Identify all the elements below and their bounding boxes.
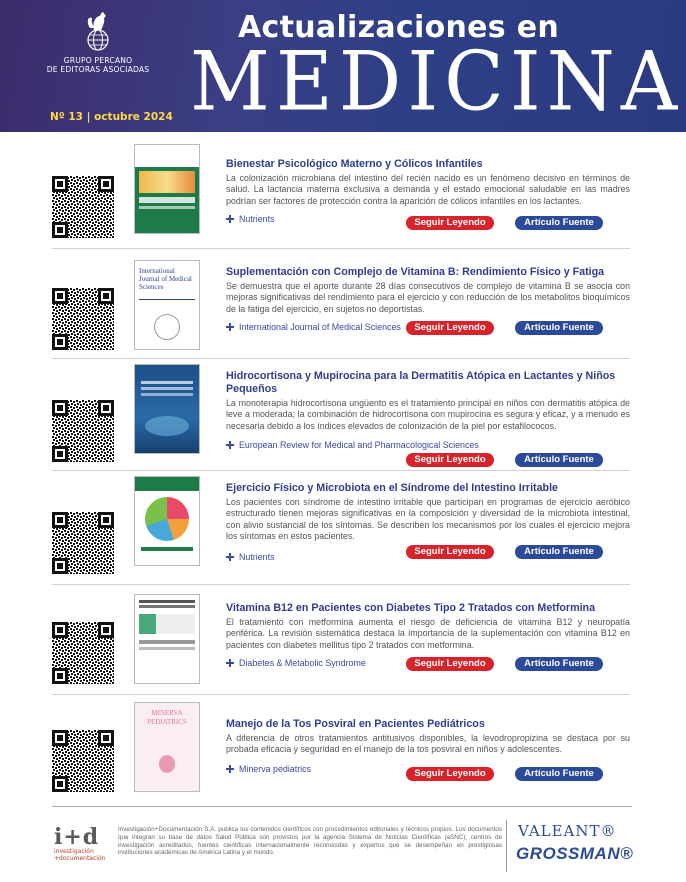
source-article-button[interactable]: Artículo Fuente — [515, 657, 603, 671]
journal-icon — [226, 659, 234, 667]
source-article-button[interactable]: Artículo Fuente — [515, 216, 603, 230]
journal-cover-diabetes[interactable] — [134, 594, 200, 684]
grossman-logo[interactable]: GROSSMAN® — [516, 844, 634, 863]
journal-icon — [226, 553, 234, 561]
rooster-globe-icon — [78, 8, 118, 54]
article-source[interactable] — [226, 764, 311, 774]
article-title[interactable]: Manejo de la Tos Posviral en Pacientes Pediátricos — [226, 718, 485, 730]
article-item — [0, 698, 686, 803]
article-title[interactable]: Vitamina B12 en Pacientes con Diabetes Tipo 2 Tratados con Metformina — [226, 602, 596, 614]
article-item — [0, 362, 686, 470]
footer-disclaimer: Investigación+Documentación S.A. publica los contenidos científicos con procedimientos editoriales y técnicos propios. Los documentos que integran su base de datos Salud Pública son provistos por la agencia Sistema de Noticias Científicas (aSNC); centros de investigación acreditados, fuentes científicas internacionalmente reconocidas y expertos que se desempeñan en prestigiosas instituciones académicas de América Latina y el mundo. — [118, 826, 502, 857]
qr-code[interactable] — [52, 176, 114, 238]
source-label: Nutrients — [239, 214, 275, 224]
article-title[interactable]: Hidrocortisona y Mupirocina para la Dermatitis Atópica en Lactantes y Niños Pequeños — [226, 370, 616, 395]
valeant-logo[interactable]: VALEANT® — [518, 822, 617, 840]
cover-title: MINERVA PEDIATRICS — [147, 709, 187, 726]
journal-icon — [226, 765, 234, 773]
issue-label: Nº 13 | octubre 2024 — [50, 111, 173, 123]
source-label: International Journal of Medical Sciences — [239, 322, 401, 332]
qr-code[interactable] — [52, 622, 114, 684]
journal-cover-nutrients[interactable] — [134, 476, 200, 566]
source-label: Nutrients — [239, 552, 275, 562]
publisher-name-line2: DE EDITORAS ASOCIADAS — [46, 65, 150, 74]
journal-icon — [226, 323, 234, 331]
article-source[interactable] — [226, 440, 479, 450]
divider — [52, 248, 630, 249]
journal-cover-minerva[interactable] — [134, 702, 200, 792]
article-title[interactable]: Suplementación con Complejo de Vitamina B: Rendimiento Físico y Fatiga — [226, 266, 605, 278]
article-summary: La colonización microbiana del intestino del recién nacido es un fenómeno decisivo en términos de salud. La lactancia materna exclusiva a demanda y el estado emocional saludable en las madres podrían ser factores de protección contra la aparición de cólicos infantiles en los lactantes. — [226, 173, 630, 206]
qr-code[interactable] — [52, 512, 114, 574]
article-summary: Se demuestra que el aporte durante 28 días consecutivos de complejo de vitamina B se asocia con mejoras significativas del rendimiento para el ejercicio y con reducción de los metabolitos bioquímicos de la fatiga del ejercicio, en sujetos no deportistas. — [226, 281, 630, 314]
article-title[interactable]: Ejercicio Físico y Microbiota en el Síndrome del Intestino Irritable — [226, 482, 558, 494]
article-summary: Los pacientes con síndrome de intestino irritable que participan en programas de ejercicio aeróbico estructurado tienen mejoras significativas en la composición y diversidad de la microbiota intestinal, con alivio sustancial de los síntomas. Se describen los mecanismos por los cuales el ejercicio mejora los síntomas en estos pacientes. — [226, 497, 630, 541]
source-article-button[interactable]: Artículo Fuente — [515, 767, 603, 781]
source-label: Diabetes & Metabolic Syndrome — [239, 658, 366, 668]
journal-icon — [226, 441, 234, 449]
article-source[interactable] — [226, 214, 275, 224]
qr-code[interactable] — [52, 400, 114, 462]
cover-title: International Journal of Medical Sciences — [139, 267, 192, 291]
id-logo[interactable] — [54, 826, 116, 862]
footer-divider — [52, 806, 632, 807]
read-more-button[interactable]: Seguir Leyendo — [406, 216, 494, 230]
read-more-button[interactable]: Seguir Leyendo — [406, 453, 494, 467]
article-item — [0, 588, 686, 692]
source-article-button[interactable]: Artículo Fuente — [515, 321, 603, 335]
article-item — [0, 252, 686, 357]
read-more-button[interactable]: Seguir Leyendo — [406, 321, 494, 335]
journal-cover-nutrients[interactable] — [134, 144, 200, 234]
id-logo-mark: i+d — [54, 824, 100, 850]
read-more-button[interactable]: Seguir Leyendo — [406, 767, 494, 781]
id-logo-sub1: investigación — [54, 848, 94, 855]
masthead-subtitle: Actualizaciones en — [238, 10, 560, 45]
read-more-button[interactable]: Seguir Leyendo — [406, 657, 494, 671]
publisher-name-line1: GRUPO PERCANO — [63, 56, 133, 65]
header-banner — [0, 0, 686, 132]
source-article-button[interactable]: Artículo Fuente — [515, 453, 603, 467]
article-item — [0, 474, 686, 584]
source-article-button[interactable]: Artículo Fuente — [515, 545, 603, 559]
source-label: European Review for Medical and Pharmacological Sciences — [239, 440, 479, 450]
id-logo-sub2: +documentación — [54, 855, 106, 862]
divider — [52, 584, 630, 585]
source-label: Minerva pediatrics — [239, 764, 312, 774]
divider — [52, 358, 630, 359]
article-title[interactable]: Bienestar Psicológico Materno y Cólicos Infantiles — [226, 158, 483, 170]
article-source[interactable] — [226, 552, 275, 562]
article-item — [0, 140, 686, 250]
journal-cover-ijms[interactable] — [134, 260, 200, 350]
journal-cover-european-review[interactable] — [134, 364, 200, 454]
article-summary: A diferencia de otros tratamientos antitusivos disponibles, la levodropropizina se destaca por su probada eficacia y seguridad en el manejo de la tos posviral en niños y adolescentes. — [226, 733, 630, 755]
divider — [52, 470, 630, 471]
article-source[interactable] — [226, 322, 401, 332]
footer-vertical-divider — [506, 820, 507, 872]
article-summary: El tratamiento con metformina aumenta el riesgo de deficiencia de vitamina B12 y neuropatía periférica. La revisión sistemática destaca la importancia de la suplementación con vitamina B12 en pacientes con diabetes mellitus tipo 2 tratados con metformina. — [226, 617, 630, 650]
footer — [0, 806, 686, 882]
article-summary: La monoterapia hidrocortisona ungüento es el tratamiento principal en niños con dermatitis atópica de leve a moderada; la combinación de hidrocortisona con mupirocina es segura y eficaz, y a menudo es necesaria debido a los índices elevados de colonización de la piel por estafilococos. — [226, 398, 630, 431]
publisher-logo — [42, 8, 154, 74]
masthead-title: MEDICINA — [190, 35, 684, 130]
journal-icon — [226, 215, 234, 223]
qr-code[interactable] — [52, 288, 114, 350]
divider — [52, 694, 630, 695]
qr-code[interactable] — [52, 730, 114, 792]
read-more-button[interactable]: Seguir Leyendo — [406, 545, 494, 559]
article-source[interactable] — [226, 658, 366, 668]
